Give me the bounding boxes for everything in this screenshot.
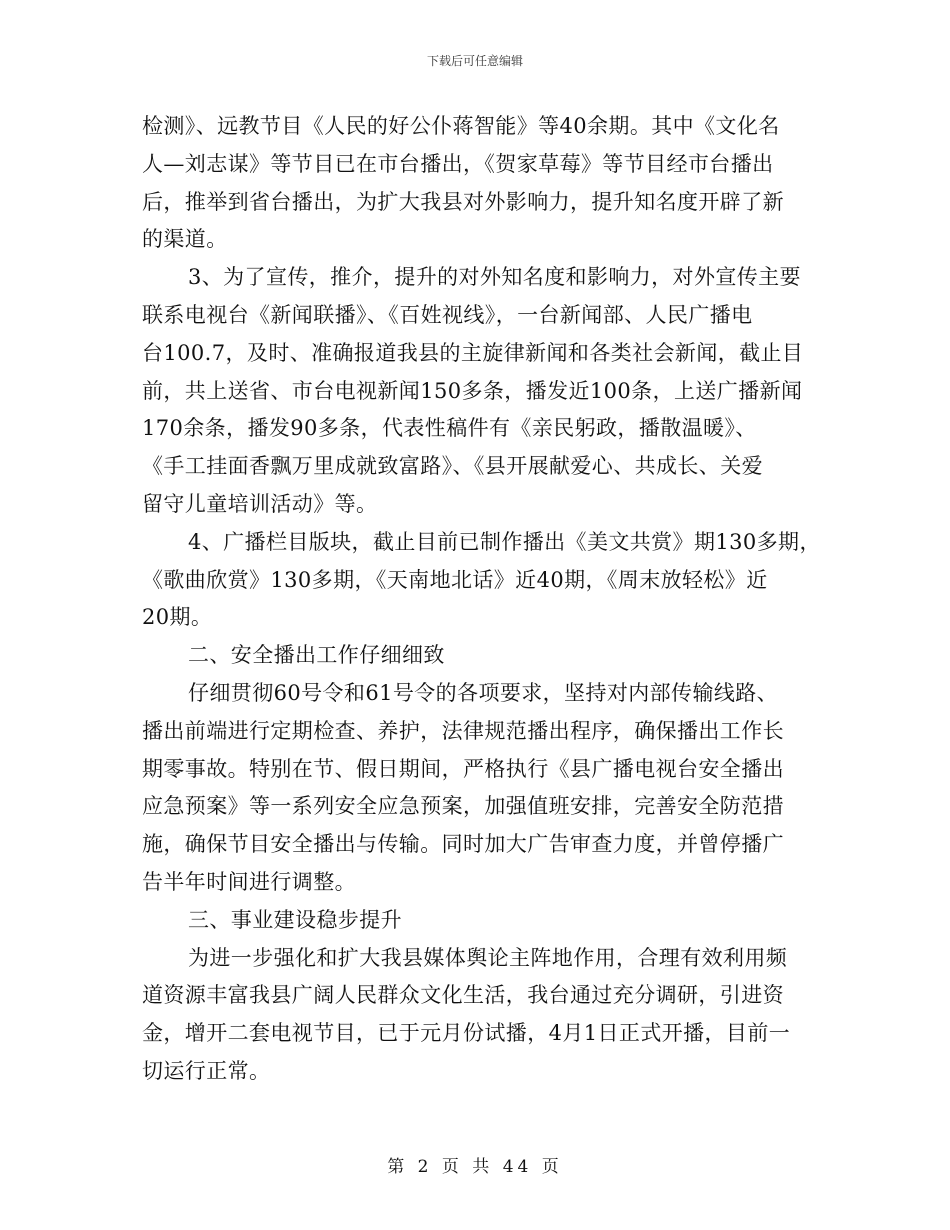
paragraph-start-line: 3、为了宣传，推介，提升的对外知名度和影响力，对外宣传主要 (188, 265, 801, 290)
section-heading: 三、事业建设稳步提升 (188, 907, 402, 932)
text-line: 检测》、远教节目《人民的好公仆蒋智能》等40余期。其中《文化名 (142, 114, 780, 138)
page-footer: 第 2 页 共 44 页 (387, 1157, 563, 1177)
text-line: 《歌曲欣赏》130多期，《天南地北话》近40期，《周末放轻松》近 (142, 567, 768, 592)
text-line: 告半年时间进行调整。 (142, 869, 356, 894)
document-body (142, 108, 822, 1091)
text-line: 20期。 (142, 605, 213, 630)
text-line: 《手工挂面香飘万里成就致富路》、《县开展献爱心、共成长、关爱 (142, 454, 763, 479)
text-line: 期零事故。特别在节、假日期间，严格执行《县广播电视台安全播出 (142, 756, 784, 781)
text-line: 道资源丰富我县广阔人民群众文化生活，我台通过充分调研，引进资 (142, 983, 784, 1008)
text-line: 留守儿童培训活动》等。 (142, 491, 378, 516)
text-line: 的渠道。 (142, 227, 228, 252)
text-line: 联系电视台《新闻联播》、《百姓视线》，一台新闻部、人民广播电 (142, 302, 753, 327)
paragraph-start-line: 4、广播栏目版块，截止目前已制作播出《美文共赏》期130多期， (188, 529, 821, 554)
text-line: 前，共上送省、市台电视新闻150多条，播发近100条，上送广播新闻 (142, 378, 803, 403)
text-line: 170余条，播发90多条，代表性稿件有《亲民躬政，播散温暖》、 (142, 416, 757, 441)
section-heading: 二、安全播出工作仔细细致 (188, 643, 445, 668)
text-line: 后，推举到省台播出，为扩大我县对外影响力，提升知名度开辟了新 (142, 189, 784, 214)
text-line: 切运行正常。 (142, 1058, 271, 1083)
text-line: 金，增开二套电视节目，已于元月份试播，4月1日正式开播，目前一 (142, 1021, 791, 1046)
text-line: 人—刘志谋》等节目已在市台播出，《贺家草莓》等节目经市台播出 (142, 151, 774, 176)
text-line: 应急预案》等一系列安全应急预案，加强值班安排，完善安全防范措 (142, 794, 784, 819)
text-line: 施，确保节目安全播出与传输。同时加大广告审查力度，并曾停播广 (142, 832, 784, 857)
paragraph-start-line: 仔细贯彻60号令和61号令的各项要求，坚持对内部传输线路、 (188, 680, 779, 705)
paragraph-start-line: 为进一步强化和扩大我县媒体舆论主阵地作用，合理有效利用频 (188, 945, 788, 970)
text-line: 播出前端进行定期检查、养护，法律规范播出程序，确保播出工作长 (142, 718, 784, 743)
page-header: 下载后可任意编辑 (426, 54, 523, 68)
text-line: 台100.7，及时、准确报道我县的主旋律新闻和各类社会新闻，截止目 (142, 340, 804, 365)
